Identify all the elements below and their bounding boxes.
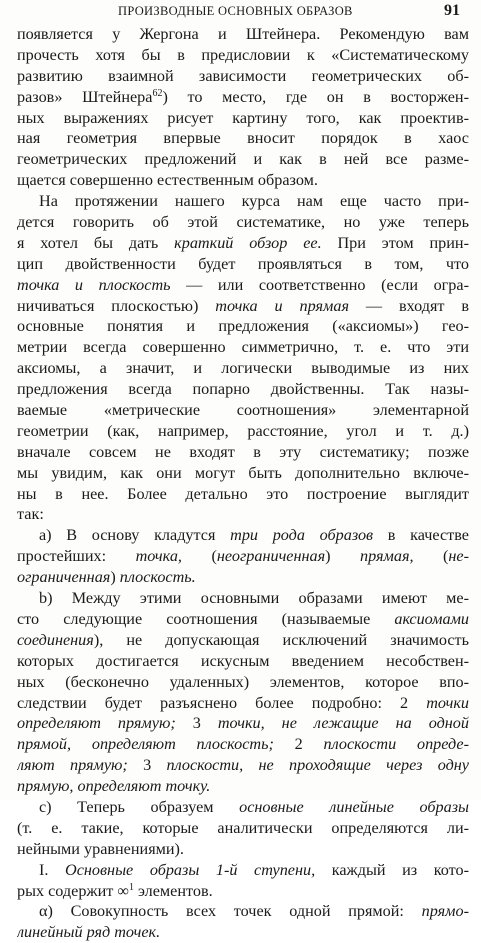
text-line <box>17 734 469 755</box>
text-line <box>17 839 469 860</box>
italic-text: плоскость. <box>119 568 196 587</box>
italic-text: плоскости опреде- <box>323 735 469 754</box>
text-segment: появляется у Жергона и Штейнера. Рекомендую вам <box>17 25 469 43</box>
italic-text: три рода образов <box>230 526 374 545</box>
text-segment: c) Теперь образуем <box>39 797 240 816</box>
text-line <box>17 567 469 588</box>
text-line <box>17 651 469 672</box>
text-line <box>17 233 469 254</box>
body-text <box>17 24 469 943</box>
text-segment: элементов. <box>133 881 213 900</box>
text-segment: ных выражениях рисует картину того, как проектив- <box>17 108 469 127</box>
text-line <box>17 66 469 87</box>
italic-text: прямая, <box>360 547 414 566</box>
text-segment: b) Между этими основными образами имеют ме- <box>39 589 469 608</box>
text-segment: предложения всегда попарно двойственны. Так назы- <box>17 380 469 399</box>
text-line <box>17 421 469 442</box>
page-header <box>0 3 481 23</box>
text-segment: ( <box>413 547 449 566</box>
text-line <box>17 87 469 108</box>
italic-text: основные линейные образы <box>239 797 469 816</box>
text-segment: На протяжении нашего курса нам еще часто при- <box>39 192 469 211</box>
italic-text: точка, <box>135 547 182 566</box>
text-line <box>17 316 469 337</box>
text-segment: (т. е. такие, которые аналитически определяются ли- <box>17 818 469 837</box>
text-line <box>17 755 469 776</box>
text-segment: сто следующие соотношения (называемые <box>17 609 395 628</box>
text-segment: развитию взаимной зависимости геометрических об- <box>17 66 469 85</box>
text-segment: рых содержит ∞ <box>17 881 129 900</box>
text-segment: ( <box>181 547 217 566</box>
text-line <box>17 149 469 170</box>
text-line <box>17 693 469 714</box>
text-line <box>17 588 469 609</box>
text-line <box>17 672 469 693</box>
text-segment: — или соответственно (если огра- <box>170 275 469 294</box>
italic-text: плоскости, не проходящие через одну <box>166 756 469 775</box>
text-segment: I. <box>39 860 66 879</box>
italic-text: определяют прямую; <box>17 714 176 733</box>
text-segment: ных (бесконечно удаленных) элементов, которое впо- <box>17 672 469 691</box>
text-segment: дется говорить об этой систематике, но уже теперь <box>17 213 469 232</box>
text-line <box>17 275 469 296</box>
text-line <box>17 546 469 567</box>
text-line <box>17 609 469 630</box>
text-line <box>17 254 469 275</box>
italic-text: точка и прямая <box>215 296 349 315</box>
text-segment: я хотел бы дать <box>17 233 175 252</box>
text-segment: a) В основу кладутся <box>39 526 231 545</box>
text-segment: ), не допускающая исключений значимость <box>93 630 469 649</box>
text-segment: основные понятия и предложения («аксиомы») гео- <box>17 317 469 336</box>
text-segment: ) <box>325 547 361 566</box>
running-head: ПРОИЗВОДНЫЕ ОСНОВНЫХ ОБРАЗОВ <box>118 4 353 18</box>
text-segment: прочесть хотя бы в предисловии к «Систематическому <box>17 45 469 64</box>
text-segment: ная геометрия впервые вносит порядок в хаос <box>17 129 469 148</box>
italic-text: прямую, определяют точку. <box>17 777 211 796</box>
text-line <box>17 484 469 505</box>
text-segment: следствии будет разъяснено более подробно: 2 <box>17 693 427 712</box>
text-segment: геометрии (как, например, расстояние, угол и т. д.) <box>17 421 469 440</box>
text-line <box>17 630 469 651</box>
italic-text: соединения <box>17 630 94 649</box>
text-line <box>17 358 469 379</box>
superscript: 1 <box>128 881 134 893</box>
text-segment: так: <box>17 505 44 524</box>
text-line <box>17 212 469 233</box>
italic-text: аксиомами <box>394 609 469 628</box>
text-line <box>17 191 469 212</box>
text-segment: метрии всегда совершенно симметрично, т. е. что эти <box>17 338 469 357</box>
text-segment: каждый из кото- <box>315 860 469 879</box>
text-segment: ны в нее. Более детально это построение выглядит <box>17 484 469 503</box>
italic-text: прямой, определяют плоскость; <box>17 735 274 754</box>
text-line <box>17 24 469 45</box>
text-segment: ваемые «метрические соотношения» элементарной <box>17 401 469 420</box>
text-segment: щается совершенно естественным образом. <box>17 171 318 190</box>
text-segment: — входят в <box>348 296 469 315</box>
superscript: 62 <box>152 87 163 99</box>
text-line <box>17 797 469 818</box>
italic-text: ограниченная <box>17 568 111 587</box>
text-segment: ) то место, где он в восторжен- <box>162 87 469 106</box>
text-segment: простейших: <box>17 547 136 566</box>
text-segment: ничиваться плоскостью) <box>17 296 216 315</box>
text-line <box>17 504 469 525</box>
text-segment: вначале совсем не входят в эту систематику; позже <box>17 442 469 461</box>
text-line <box>17 713 469 734</box>
text-line <box>17 463 469 484</box>
text-line <box>17 860 469 881</box>
text-line <box>17 922 469 943</box>
text-line <box>17 400 469 421</box>
text-segment: разов» Штейнера <box>17 87 153 106</box>
page-number: 91 <box>444 2 460 19</box>
text-segment: α) Совокупность всех точек одной прямой: <box>39 902 422 921</box>
text-segment: 3 <box>127 756 167 775</box>
text-line <box>17 337 469 358</box>
text-line <box>17 170 469 191</box>
text-segment: 2 <box>273 735 324 754</box>
italic-text: краткий обзор ее. <box>174 233 322 252</box>
text-segment: мы увидим, как они могут быть дополнительно включе- <box>17 463 469 482</box>
text-segment: 3 <box>175 714 218 733</box>
italic-text: прямо- <box>421 902 469 921</box>
text-segment: геометрических предложений и как в ней все разме- <box>17 150 469 169</box>
text-line <box>17 108 469 129</box>
italic-text: точки, не лежащие на одной <box>217 714 469 733</box>
text-segment: нейными уравнениями). <box>17 839 184 858</box>
text-line <box>17 379 469 400</box>
text-segment: цип двойственности будет проявляться в том, что <box>17 254 469 273</box>
italic-text: точка и плоскость <box>17 275 171 294</box>
text-segment: в качестве <box>373 526 469 545</box>
text-line <box>17 525 469 546</box>
italic-text: неограниченная <box>216 547 326 566</box>
text-line <box>17 776 469 797</box>
text-line <box>17 442 469 463</box>
text-line <box>17 818 469 839</box>
text-line <box>17 881 469 902</box>
text-segment: которых достигается искусным введением несобствен- <box>17 651 469 670</box>
italic-text: линейный ряд точек. <box>17 923 161 942</box>
italic-text: ляют прямую; <box>17 756 128 775</box>
text-line <box>17 45 469 66</box>
text-segment: аксиомы, а значит, и логически выводимые из них <box>17 359 469 378</box>
text-segment: При этом прин- <box>321 233 469 252</box>
text-line <box>17 901 469 922</box>
text-line <box>17 296 469 317</box>
italic-text: не- <box>448 547 469 566</box>
text-line <box>17 128 469 149</box>
text-segment: ) <box>110 568 120 587</box>
italic-text: Основные образы 1-й ступени, <box>65 860 316 879</box>
italic-text: точки <box>426 693 469 712</box>
